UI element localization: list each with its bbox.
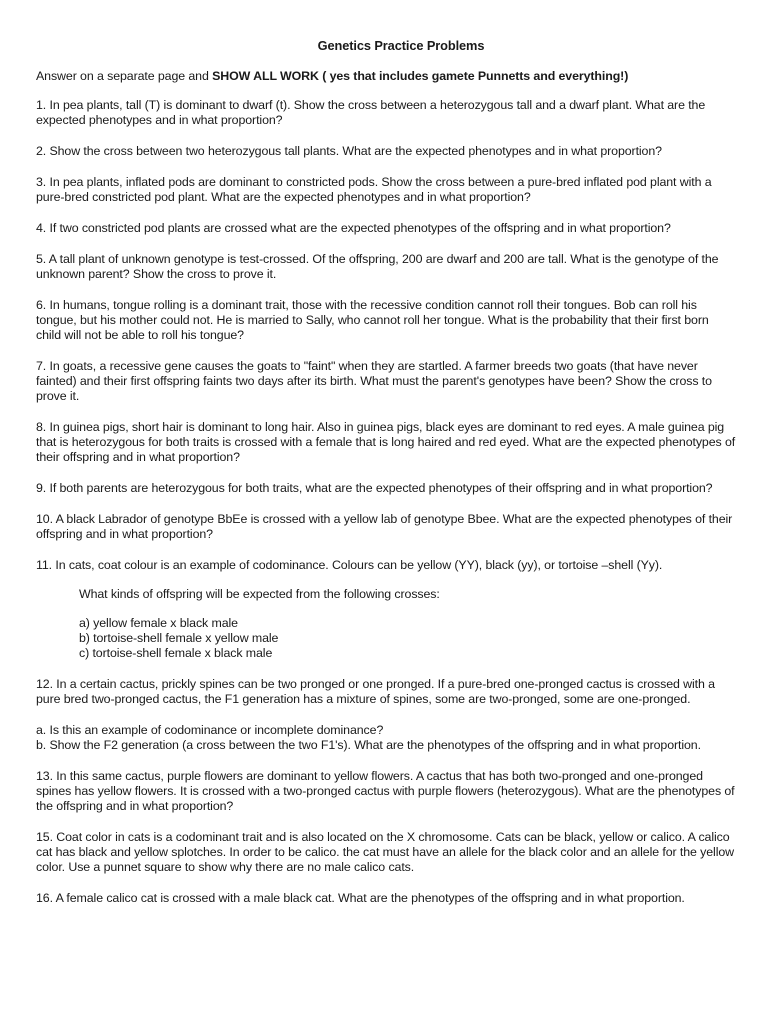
problem-11-prompt: What kinds of offspring will be expected from the following crosses: [79,587,440,601]
problem-12-subparts [36,723,736,753]
problem-9: 9. If both parents are heterozygous for both traits, what are the expected phenotypes of their offspring and in what proportion? [36,481,713,495]
problem-11-text: 11. In cats, coat colour is an example of codominance. Colours can be yellow (YY), black (yy), or tortoise –shell (Yy). [36,558,663,572]
list-item: a. Is this an example of codominance or incomplete dominance? [36,723,384,737]
problem-7: 7. In goats, a recessive gene causes the goats to "faint" when they are startled. A farmer breeds two goats (that have never fainted) and their first offspring faints two days after its birth. What must the parent's genotypes have been? Show the cross to prove it. [36,359,712,403]
problem-16: 16. A female calico cat is crossed with a male black cat. What are the phenotypes of the offspring and in what proportion. [36,891,685,905]
problem-2: 2. Show the cross between two heterozygous tall plants. What are the expected phenotypes and in what proportion? [36,144,662,158]
instructions [36,69,736,84]
problem-4: 4. If two constricted pod plants are crossed what are the expected phenotypes of the offspring and in what proportion? [36,221,671,235]
problem-1: 1. In pea plants, tall (T) is dominant to dwarf (t). Show the cross between a heterozygous tall and a dwarf plant. What are the expected phenotypes and in what proportion? [36,98,706,127]
list-item: c) tortoise-shell female x black male [79,646,273,660]
list-item: b. Show the F2 generation (a cross between the two F1's). What are the phenotypes of the offspring and in what proportion. [36,738,701,752]
document-page [36,38,736,922]
problem-8: 8. In guinea pigs, short hair is dominant to long hair. Also in guinea pigs, black eyes are dominant to red eyes. A male guinea pig that is heterozygous for both traits is crossed with a female that is long haired and red eyed. What are the expected phenotypes of their offspring and in what proportion? [36,420,736,464]
problem-15: 15. Coat color in cats is a codominant trait and is also located on the X chromosome. Cats can be black, yellow or calico. A calico cat has black and yellow splotches. In order to be calico. the cat must have an allele for the black color and an allele for the yellow color. Use a punnet square to show why there are no male calico cats. [36,830,734,874]
problem-11-list [79,616,736,661]
page-title: Genetics Practice Problems [317,38,485,53]
problem-3: 3. In pea plants, inflated pods are dominant to constricted pods. Show the cross between a pure-bred inflated pod plant with a pure-bred constricted pod plant. What are the expected phenotypes and in what proportion? [36,175,712,204]
problem-6: 6. In humans, tongue rolling is a dominant trait, those with the recessive condition cannot roll their tongues. Bob can roll his tongue, but his mother could not. He is married to Sally, who cannot roll her tongue. What is the probability that their first born child will not be able to roll his tongue? [36,298,709,342]
problem-5: 5. A tall plant of unknown genotype is test-crossed. Of the offspring, 200 are dwarf and 200 are tall. What is the genotype of the unknown parent? Show the cross to prove it. [36,252,719,281]
problem-10: 10. A black Labrador of genotype BbEe is crossed with a yellow lab of genotype Bbee. What are the expected phenotypes of their offspring and in what proportion? [36,512,733,541]
list-item: a) yellow female x black male [79,616,238,630]
problem-11 [36,558,736,661]
instructions-bold: SHOW ALL WORK ( yes that includes gamete Punnetts and everything!) [212,69,629,83]
problem-12: 12. In a certain cactus, prickly spines can be two pronged or one pronged. If a pure-bred one-pronged cactus is crossed with a pure bred two-pronged cactus, the F1 generation has a mixture of spines, some are two-pronged, some are one-pronged. [36,677,715,706]
problem-13: 13. In this same cactus, purple flowers are dominant to yellow flowers. A cactus that has both two-pronged and one-pronged spines has yellow flowers. It is crossed with a two-pronged cactus with purple flowers (heterozygous). What are the phenotypes of the offspring and in what proportion? [36,769,735,813]
instructions-lead: Answer on a separate page and [36,69,213,83]
list-item: b) tortoise-shell female x yellow male [79,631,279,645]
